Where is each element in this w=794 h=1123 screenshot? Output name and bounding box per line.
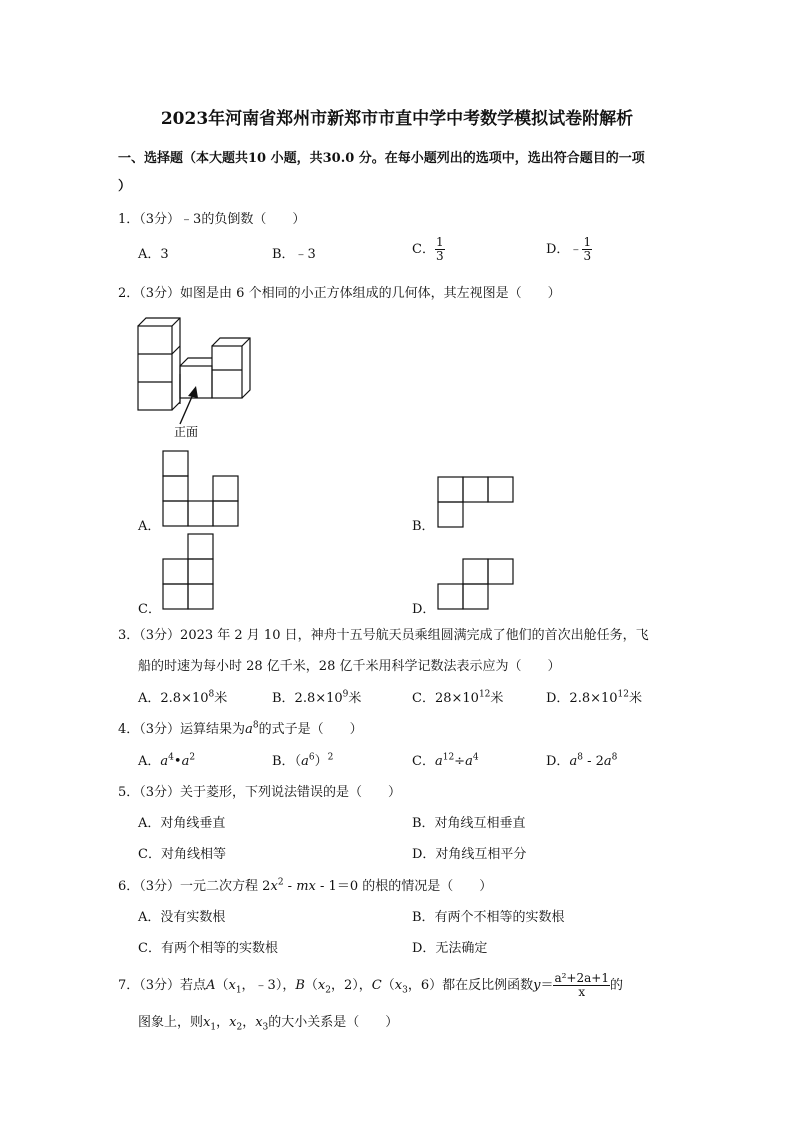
fraction: $\frac{1}{3}$ [435,235,444,263]
question-4: 4．（3分）运算结果为$a^8$的式子是（ ） [118,720,363,737]
q2-option-c-figure[interactable] [162,533,218,613]
q3-option-c[interactable]: C．$28\times 10^{12}$米 [412,689,504,706]
q6-option-a[interactable]: A．没有实数根 [138,910,226,925]
q5-option-b[interactable]: B．对角线互相垂直 [412,816,526,831]
q4-option-b[interactable]: B．$(a^6)^2$ [272,752,334,769]
q2-option-b-figure[interactable] [437,476,517,530]
page-title: 2023年河南省郑州市新郑市市直中学中考数学模拟试卷附解析 [160,109,634,129]
q1-option-a[interactable]: A．3 [138,247,169,262]
front-label: 正面 [174,425,199,439]
question-5: 5．（3分）关于菱形，下列说法错误的是（ ） [118,785,402,800]
q5-option-a[interactable]: A．对角线垂直 [138,816,226,831]
q2-option-d-figure[interactable] [437,558,517,612]
question-2: 2．（3分）如图是由 6 个相同的小正方体组成的几何体，其左视图是（ ） [118,286,561,301]
question-3-line2: 船的时速为每小时 28 亿千米，28 亿千米用科学记数法表示应为（ ） [138,659,561,674]
q5-option-c[interactable]: C．对角线相等 [138,847,226,862]
section-heading-cont: ） [118,179,132,194]
q3-option-b[interactable]: B．$2.8\times 10^9$米 [272,689,362,706]
question-7: 7．（3分）若点$A(x_1$，﹣3），$B(x_2$，2），$C(x_3$，6）都在反比例函数y＝ $\frac{\text{a²+2a+1}}{x}$ 的 [118,971,623,999]
q5-option-d[interactable]: D．对角线互相平分 [412,847,527,862]
question-1 [118,208,305,227]
q6-option-d[interactable]: D．无法确定 [412,941,488,956]
question-7-line2: 图象上，则$x_1$，$x_2$，$x_3$的大小关系是（ ） [138,1015,399,1033]
q4-option-d[interactable]: D．$a^8 - 2a^8$ [546,752,618,769]
question-number: 1． [118,212,140,227]
question-3: 3．（3分）2023 年 2 月 10 日，神舟十五号航天员乘组圆满完成了他们的首次出舱任务，飞 [118,628,649,643]
function-fraction: $\frac{\text{a²+2a+1}}{x}$ [554,971,609,999]
q1-option-b[interactable]: B．﹣3 [272,247,316,262]
q2-option-a-figure[interactable] [162,450,242,530]
q6-option-b[interactable]: B．有两个不相等的实数根 [412,910,565,925]
section-heading: 一、选择题（本大题共10 小题，共30.0 分。在每小题列出的选项中，选出符合题目的一项 [118,151,645,166]
q1-option-d[interactable]: D．﹣ $\frac{1}{3}$ [546,235,592,263]
q6-option-c[interactable]: C．有两个相等的实数根 [138,941,278,956]
fraction: $\frac{1}{3}$ [583,235,592,263]
q3-option-d[interactable]: D．$2.8\times 10^{12}$米 [546,689,643,706]
q2-option-c-label[interactable]: C． [138,602,161,617]
q2-option-d-label[interactable]: D． [412,602,436,617]
q1-option-c[interactable]: C． $\frac{1}{3}$ [412,235,444,263]
question-6: 6．（3分）一元二次方程 $2x^2$ - mx - 1＝0 的根的情况是（ ） [118,877,493,894]
solid-figure-diagram [132,308,262,450]
q2-option-b-label[interactable]: B． [412,519,435,534]
q2-option-a-label[interactable]: A． [138,519,161,534]
question-text: （3分）﹣3的负倒数（ ） [139,212,306,227]
q4-option-c[interactable]: C．$a^{12}\div a^4$ [412,752,479,769]
q4-option-a[interactable]: A．$a^4•a^2$ [138,752,196,769]
q3-option-a[interactable]: A．$2.8\times 10^8$米 [138,689,228,706]
